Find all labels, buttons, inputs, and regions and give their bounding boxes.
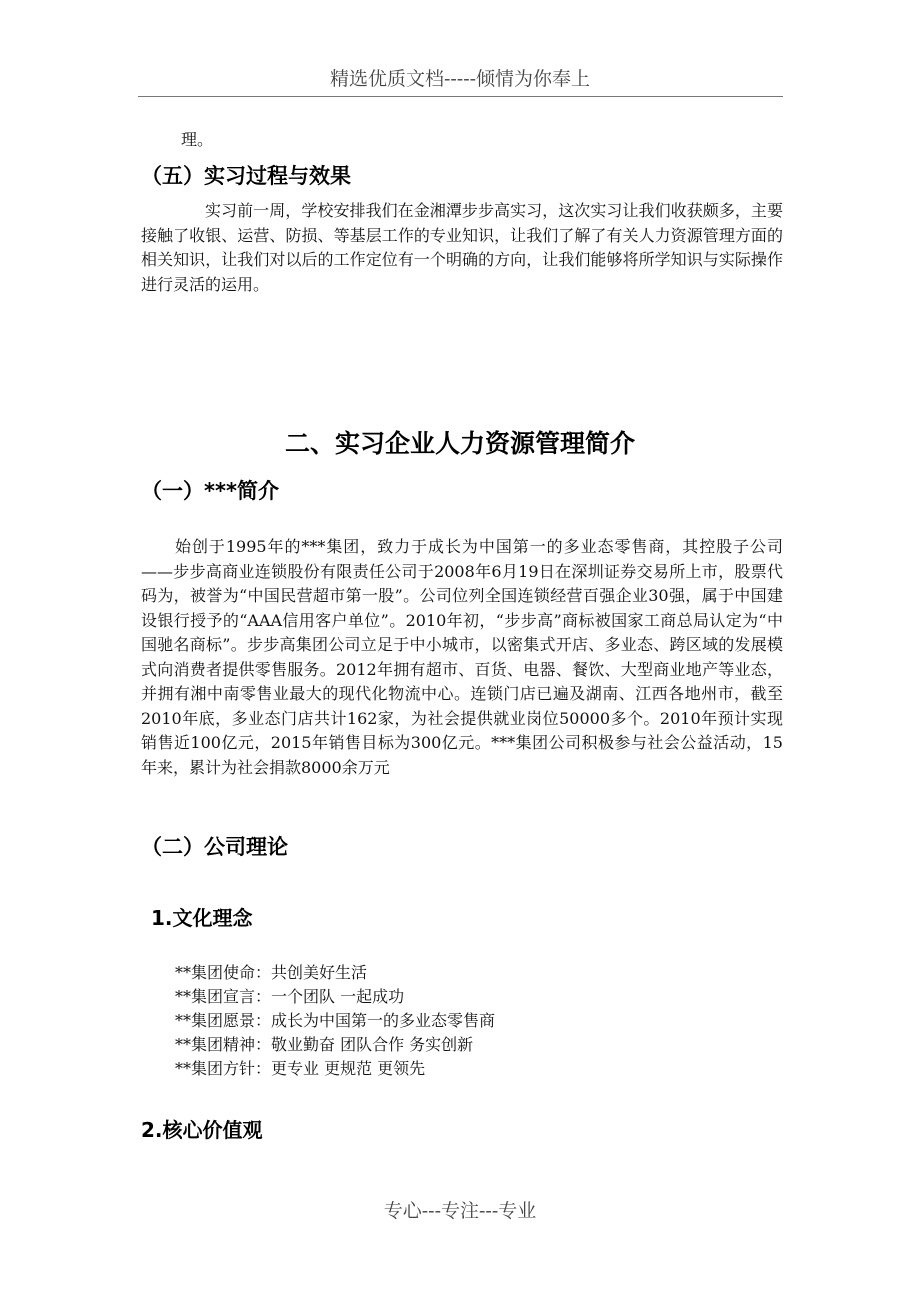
page-header: 精选优质文档-----倾情为你奉上 [329,68,591,90]
list-item: **集团精神：敬业勤奋 团队合作 务实创新 [175,1035,474,1054]
chapter-2-title: 二、实习企业人力资源管理简介 [284,429,635,458]
section-5-paragraph: 实习前一周，学校安排我们在金湘潭步步高实习，这次实习让我们收获颇多，主要接触了收银、运营、防损、等基层工作的专业知识，让我们了解了有关人力资源管理方面的相关知识，让我们对以后的工作定位有一个明确的方向，让我们能够将所学知识与实际操作进行灵活的运用。 [141,201,783,294]
culture-heading: 1.文化理念 [151,906,253,930]
subsection-2-heading: （二）公司理论 [141,835,288,859]
continuation-text: 理。 [181,130,214,149]
culture-list [175,961,495,1081]
header-divider [138,96,783,97]
list-item: **集团愿景：成长为中国第一的多业态零售商 [175,1011,496,1030]
company-intro-paragraph: 始创于1995年的***集团，致力于成长为中国第一的多业态零售商，其控股子公司——步步高商业连锁股份有限责任公司于2008年6月19日在深圳证券交易所上市，股票代码为，被誉为“中国民营超市第一股”。公司位列全国连锁经营百强企业30强，属于中国建设银行授予的“AAA信用客户单位”。2010年初，“步步高”商标被国家工商总局认定为“中国驰名商标”。步步高集团公司立足于中小城市，以密集式开店、多业态、跨区域的发展模式向消费者提供零售服务。2012年拥有超市、百货、电器、餐饮、大型商业地产等业态，并拥有湘中南零售业最大的现代化物流中心。连锁门店已遍及湖南、江西各地州市，截至2010年底，多业态门店共计162家，为社会提供就业岗位50000多个。2010年预计实现销售近100亿元，2015年销售目标为300亿元。***集团公司积极参与社会公益活动，15年来，累计为社会捐款8000余万元 [141,537,783,777]
list-item: **集团宣言：一个团队 一起成功 [175,987,405,1006]
page-footer: 专心---专注---专业 [383,1200,537,1222]
list-item: **集团使命：共创美好生活 [175,963,368,982]
subsection-1-heading: （一）***简介 [141,479,279,503]
list-item: **集团方针：更专业 更规范 更领先 [175,1059,426,1078]
core-values-heading: 2.核心价值观 [141,1118,263,1142]
section-5-heading: （五）实习过程与效果 [141,164,351,188]
